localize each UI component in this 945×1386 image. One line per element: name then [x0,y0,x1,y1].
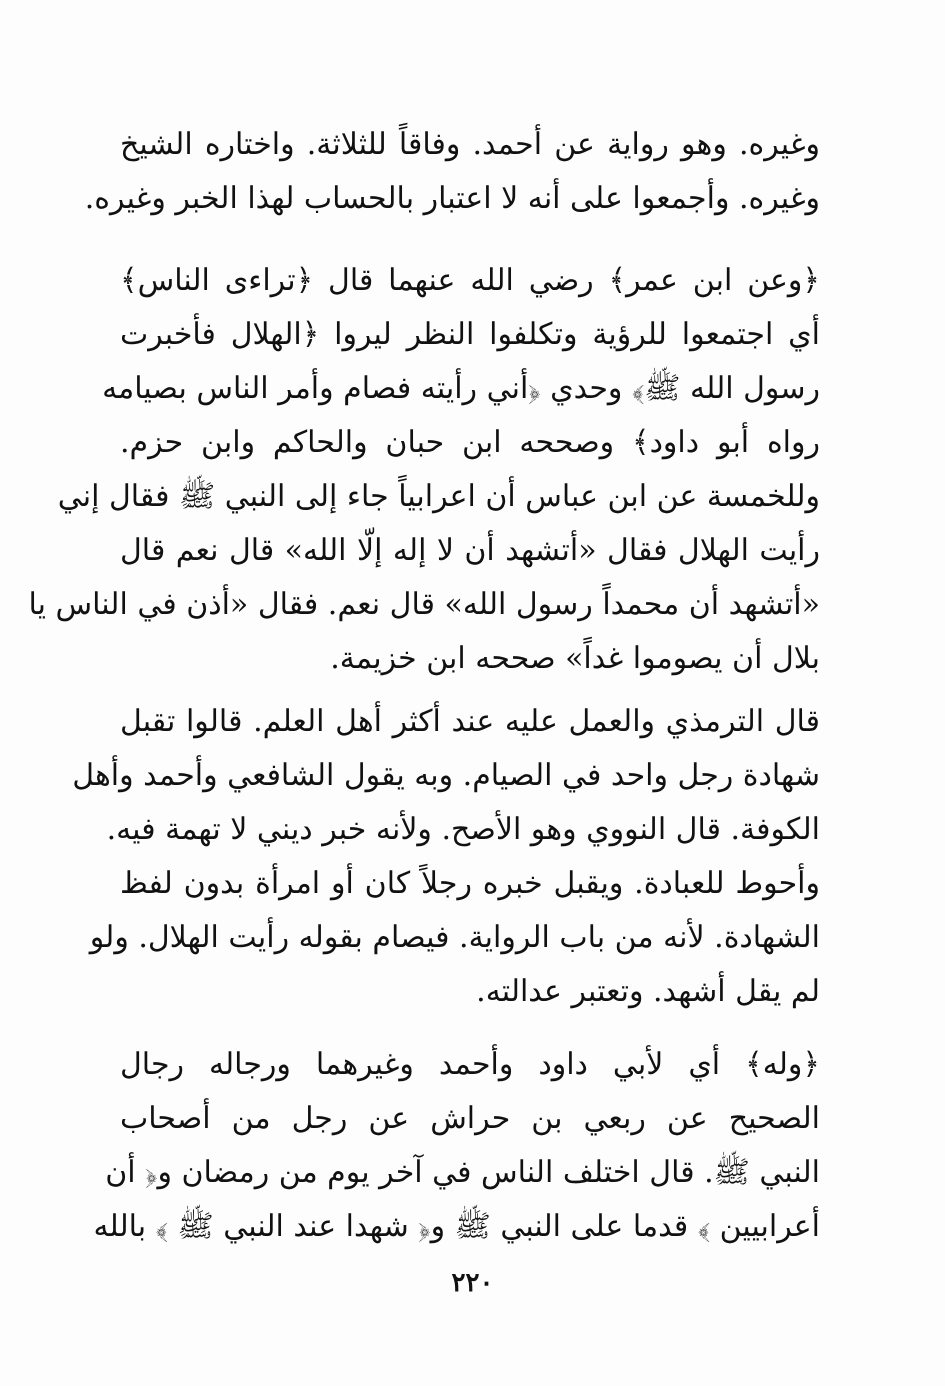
text-line: ﴿وله﴾ أي لأبي داود وأحمد وغيرهما ورجاله رجال [120,1047,820,1082]
paragraph-2 [28,254,820,686]
text-line: الشهادة. لأنه من باب الرواية. فيصام بقوله رأيت الهلال. ولو [89,920,820,955]
text-line: النبي ﷺ. قال اختلف الناس في آخر يوم من رمضان و﴿ أن [105,1155,820,1190]
text-line: شهادة رجل واحد في الصيام. وبه يقول الشافعي وأحمد وأهل [72,758,820,793]
text-line: الكوفة. قال النووي وهو الأصح. ولأنه خبر ديني لا تهمة فيه. [106,812,820,847]
text-line: وغيره. وأجمعوا على أنه لا اعتبار بالحساب لهذا الخبر وغيره. [84,181,820,216]
page-number: ٢٢٠ [451,1268,494,1298]
text-line: ﴿وعن ابن عمر﴾ رضي الله عنهما قال ﴿تراءى الناس﴾ [120,263,820,298]
text-line: لم يقل أشهد. وتعتبر عدالته. [476,974,820,1009]
text-line: بلال أن يصوموا غداً» صححه ابن خزيمة. [330,641,820,676]
paragraph-1 [84,118,820,226]
text-line: أعرابيين ﴾ قدما على النبي ﷺ و﴿ شهدا عند النبي ﷺ ﴾ بالله [93,1209,820,1244]
text-line: أي اجتمعوا للرؤية وتكلفوا النظر ليروا ﴿الهلال فأخبرت [120,317,820,352]
text-line: الصحيح عن ربعي بن حراش عن رجل من أصحاب [120,1101,820,1136]
text-line: قال الترمذي والعمل عليه عند أكثر أهل العلم. قالوا تقبل [120,704,820,739]
paragraph-4 [93,1038,820,1254]
text-line: وغيره. وهو رواية عن أحمد. وفاقاً للثلاثة. واختاره الشيخ [120,127,820,162]
text-line: وللخمسة عن ابن عباس أن اعرابياً جاء إلى النبي ﷺ فقال إني [57,479,820,514]
paragraph-3 [72,695,820,1019]
text-line: رأيت الهلال فقال «أتشهد أن لا إله إلّا الله» قال نعم قال [120,533,820,568]
text-line: وأحوط للعبادة. ويقبل خبره رجلاً كان أو امرأة بدون لفظ [120,866,820,901]
text-line: رواه أبو داود﴾ وصححه ابن حبان والحاكم وابن حزم. [120,425,820,460]
text-line: «أتشهد أن محمداً رسول الله» قال نعم. فقال «أذن في الناس يا [28,587,820,622]
text-line: رسول الله ﷺ﴾ وحدي ﴿أني رأيته فصام وأمر الناس بصيامه [102,371,820,406]
